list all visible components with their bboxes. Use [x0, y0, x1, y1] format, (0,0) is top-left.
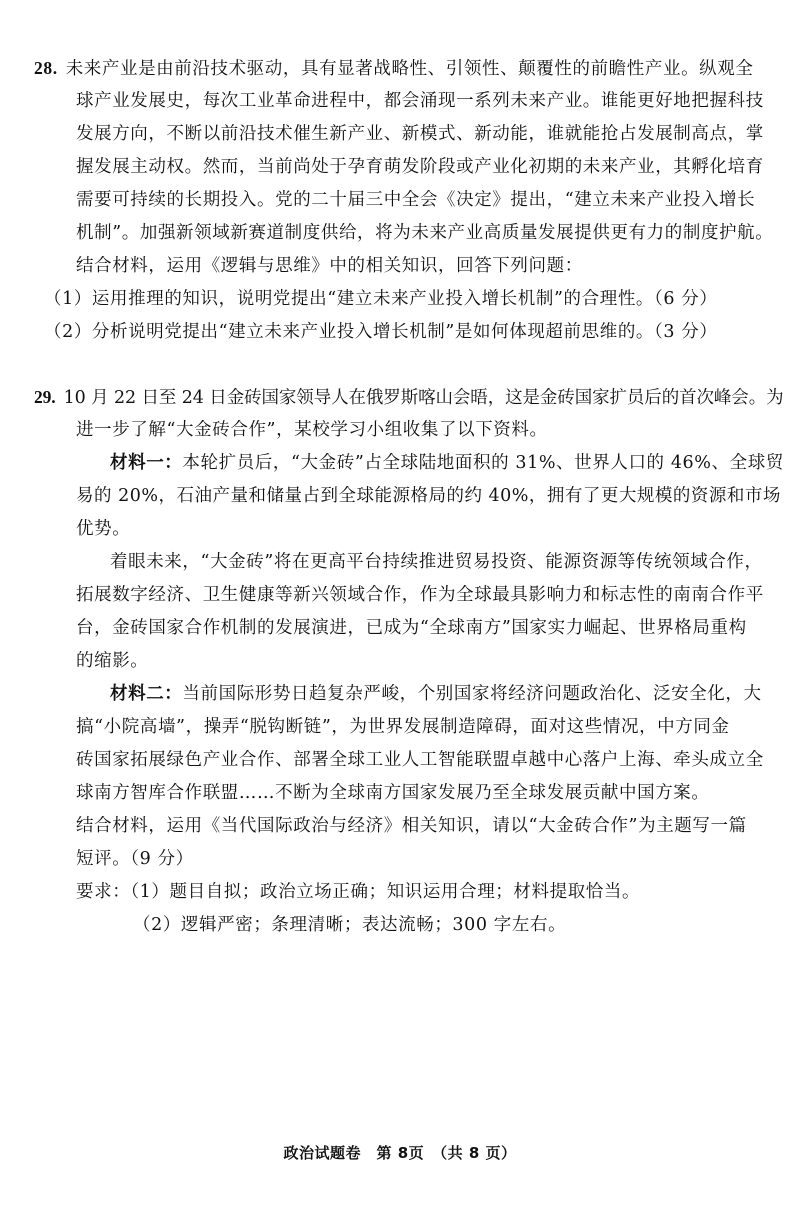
material-1b-line-1: 着眼未来，“大金砖”将在更高平台持续推进贸易投资、能源资源等传统领域合作，	[110, 552, 763, 572]
material-2-text: 当前国际形势日趋复杂严峻，个别国家将经济问题政治化、泛安全化，大	[182, 684, 762, 704]
material-2-label: 材料二：	[110, 684, 183, 704]
q29-text: 10 月 22 日至 24 日金砖国家领导人在俄罗斯喀山会晤，这是金砖国家扩员后的首次峰会。为	[63, 388, 784, 408]
material-2-line-4: 球南方智库合作联盟……不断为全球南方国家发展乃至全球发展贡献中国方案。	[76, 783, 710, 803]
material-1b-line-2: 拓展数字经济、卫生健康等新兴领域合作，作为全球最具影响力和标志性的南南合作平	[76, 585, 764, 605]
material-1-line-2: 易的 20%，石油产量和储量占到全球能源格局的约 40%，拥有了更大规模的资源和市场	[76, 486, 781, 506]
q29-task-line-1: 结合材料，运用《当代国际政治与经济》相关知识，请以“大金砖合作”为主题写一篇	[76, 816, 747, 836]
q28-line-1	[34, 56, 753, 81]
q28-subquestion-1: （1）运用推理的知识，说明党提出“建立未来产业投入增长机制”的合理性。（6 分）	[44, 289, 718, 309]
q28-line-7: 结合材料，运用《逻辑与思维》中的相关知识，回答下列问题：	[76, 256, 583, 276]
q28-line-3: 发展方向，不断以前沿技术催生新产业、新模式、新动能，谁就能抢占发展制高点，掌	[76, 124, 764, 144]
material-1-line-3: 优势。	[76, 519, 131, 539]
q28-number: 28.	[34, 58, 58, 78]
q28-line-4: 握发展主动权。然而，当前尚处于孕育萌发阶段或产业化初期的未来产业，其孵化培育	[76, 157, 764, 177]
requirements-label: 要求：	[76, 882, 131, 902]
q29-line-2: 进一步了解“大金砖合作”，某校学习小组收集了以下资料。	[76, 420, 548, 440]
material-1-label: 材料一：	[110, 453, 183, 473]
q29-number: 29.	[34, 387, 56, 407]
material-1b-line-4: 的缩影。	[76, 651, 149, 671]
q28-line-5: 需要可持续的长期投入。党的二十届三中全会《决定》提出，“建立未来产业投入增长	[76, 190, 756, 210]
requirement-1: （1）题目自拟；政治立场正确；知识运用合理；材料提取恰当。	[130, 882, 641, 902]
q29-task-line-2: 短评。（9 分）	[76, 849, 194, 869]
material-1b-line-3: 台，金砖国家合作机制的发展演进，已成为“全球南方”国家实力崛起、世界格局重构	[76, 618, 747, 638]
page-footer: 政治试题卷 第 8页 （共 8 页）	[283, 1144, 517, 1162]
q28-subquestion-2: （2）分析说明党提出“建立未来产业投入增长机制”是如何体现超前思维的。（3 分）	[44, 322, 718, 342]
q28-line-2: 球产业发展史，每次工业革命进程中，都会涌现一系列未来产业。谁能更好地把握科技	[76, 91, 764, 111]
q29-line-1	[34, 385, 784, 410]
material-2-line-3: 砖国家拓展绿色产业合作、部署全球工业人工智能联盟卓越中心落户上海、牵头成立全	[76, 750, 764, 770]
requirements-line-1	[76, 880, 640, 904]
q28-line-6: 机制”。加强新领域新赛道制度供给，将为未来产业高质量发展提供更有力的制度护航。	[76, 223, 774, 243]
material-2-line-2: 搞“小院高墙”，操弄“脱钩断链”，为世界发展制造障碍，面对这些情况，中方同金	[76, 717, 730, 737]
material-2-line-1	[110, 682, 762, 706]
material-1-line-1	[110, 451, 784, 475]
q28-text: 未来产业是由前沿技术驱动，具有显著战略性、引领性、颠覆性的前瞻性产业。纵观全	[65, 59, 754, 79]
material-1-text: 本轮扩员后，“大金砖”占全球陆地面积的 31%、世界人口的 46%、全球贸	[182, 453, 784, 473]
requirement-2: （2）逻辑严密；条理清晰；表达流畅；300 字左右。	[133, 915, 567, 935]
